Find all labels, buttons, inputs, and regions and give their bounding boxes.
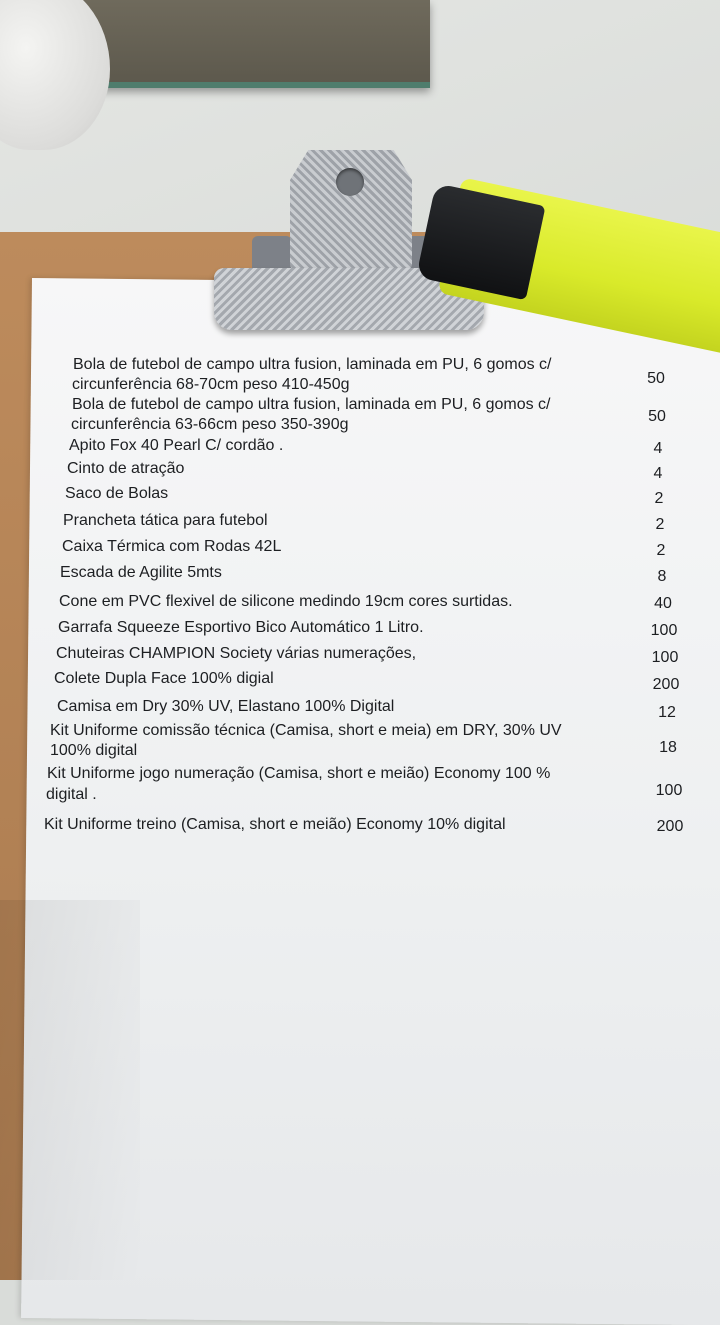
item-line: Escada de Agilite 5mts <box>60 564 222 581</box>
item-line: 100% digital <box>50 742 138 759</box>
item-line: Garrafa Squeeze Esportivo Bico Automático 1 Litro. <box>58 619 424 636</box>
item-line: Prancheta tática para futebol <box>63 512 268 529</box>
item-quantity: 8 <box>657 568 667 585</box>
item-quantity: 12 <box>658 704 676 721</box>
item-line: Kit Uniforme treino (Camisa, short e meião) Economy 10% digital <box>44 816 506 833</box>
item-line: Colete Dupla Face 100% digial <box>54 670 274 687</box>
item-quantity: 2 <box>655 516 665 533</box>
item-quantity: 40 <box>654 595 672 612</box>
item-line: Saco de Bolas <box>65 485 169 502</box>
item-quantity: 100 <box>651 649 679 666</box>
item-line: Camisa em Dry 30% UV, Elastano 100% Digital <box>57 698 395 715</box>
item-line: circunferência 63-66cm peso 350-390g <box>71 416 349 433</box>
item-quantity: 200 <box>656 818 684 835</box>
item-quantity: 200 <box>652 676 680 693</box>
item-quantity: 100 <box>655 782 683 799</box>
item-quantity: 2 <box>654 490 664 507</box>
item-line: digital . <box>46 786 97 803</box>
item-quantity: 4 <box>653 440 663 457</box>
item-line: Kit Uniforme comissão técnica (Camisa, short e meia) em DRY, 30% UV <box>50 722 562 739</box>
item-line: Bola de futebol de campo ultra fusion, laminada em PU, 6 gomos c/ <box>72 396 551 413</box>
item-line: Kit Uniforme jogo numeração (Camisa, short e meião) Economy 100 % <box>47 765 551 782</box>
item-quantity: 100 <box>650 622 678 639</box>
item-line: circunferência 68-70cm peso 410-450g <box>72 376 350 393</box>
item-line: Cinto de atração <box>67 460 185 477</box>
item-line: Bola de futebol de campo ultra fusion, laminada em PU, 6 gomos c/ <box>73 356 552 373</box>
item-quantity: 4 <box>653 465 663 482</box>
item-quantity: 2 <box>656 542 666 559</box>
item-line: Chuteiras CHAMPION Society várias numerações, <box>56 645 417 662</box>
item-line: Cone em PVC flexivel de silicone medindo 19cm cores surtidas. <box>59 593 513 610</box>
item-line: Caixa Térmica com Rodas 42L <box>62 538 282 555</box>
item-line: Apito Fox 40 Pearl C/ cordão . <box>69 437 284 454</box>
item-quantity: 18 <box>659 739 677 756</box>
item-quantity: 50 <box>648 408 666 425</box>
item-quantity: 50 <box>647 370 665 387</box>
